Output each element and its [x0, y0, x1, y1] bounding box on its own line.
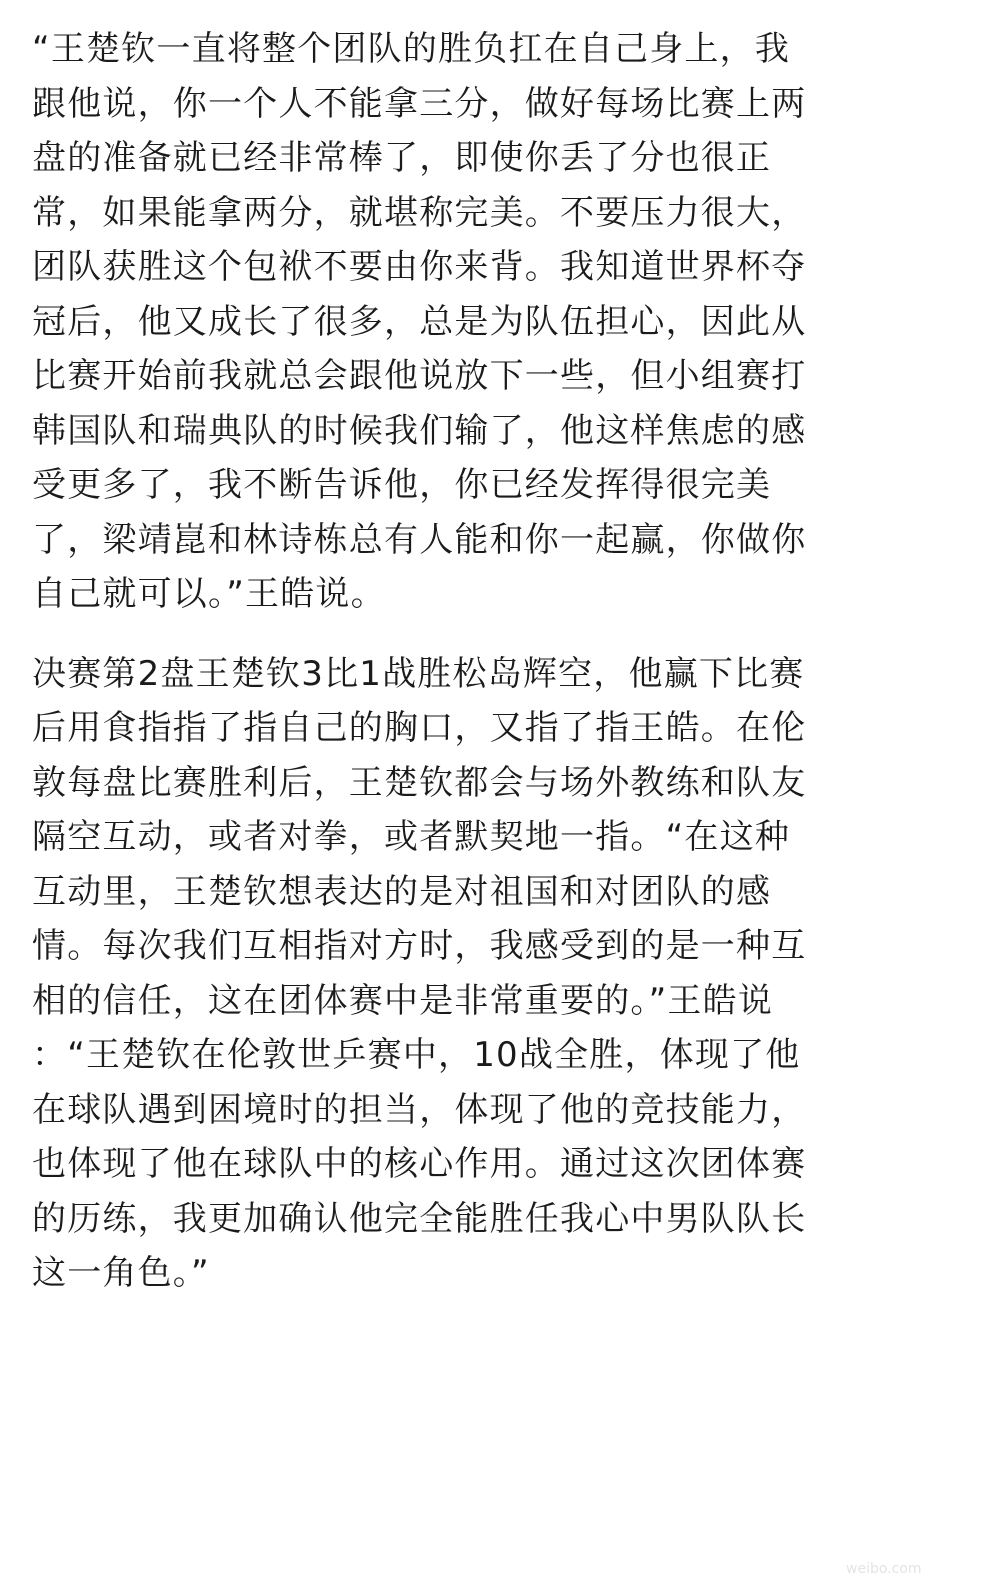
text-line: 互动里，王楚钦想表达的是对祖国和对团队的感: [32, 871, 772, 912]
text-line: 冠后，他又成长了很多，总是为队伍担心，因此从: [32, 301, 807, 342]
text-line: 韩国队和瑞典队的时候我们输了，他这样焦虑的感: [32, 410, 807, 451]
text-line: 盘的准备就已经非常棒了，即使你丢了分也很正: [32, 138, 772, 178]
text-line: 比赛开始前我就总会跟他说放下一些，但小组赛打: [32, 356, 807, 396]
article-body: [32, 22, 972, 1301]
text-line: 的历练，我更加确认他完全能胜任我心中男队队长: [32, 1198, 807, 1239]
text-line: 自己就可以。”王皓说。: [32, 574, 386, 614]
text-line: 也体现了他在球队中的核心作用。通过这次团体赛: [32, 1144, 807, 1184]
text-line: 相的信任，这在团体赛中是非常重要的。”王皓说: [32, 980, 774, 1021]
text-line: 后用食指指了指自己的胸口，又指了指王皓。在伦: [32, 708, 807, 748]
text-line: 敦每盘比赛胜利后，王楚钦都会与场外教练和队友: [32, 762, 807, 803]
paragraph-quote-1: [32, 22, 972, 622]
text-line: 这一角色。”: [32, 1253, 210, 1293]
text-line: 决赛第2盘王楚钦3比1战胜松岛辉空，他赢下比赛: [32, 653, 805, 694]
watermark: weibo.com: [846, 1561, 922, 1577]
text-line: ：“王楚钦在伦敦世乒赛中，10战全胜，体现了他: [32, 1035, 801, 1075]
text-line: 常，如果能拿两分，就堪称完美。不要压力很大，: [32, 192, 807, 233]
text-line: 跟他说，你一个人不能拿三分，做好每场比赛上两: [32, 83, 807, 124]
text-line: 团队获胜这个包袱不要由你来背。我知道世界杯夺: [32, 247, 807, 287]
text-line: “王楚钦一直将整个团队的胜负扛在自己身上，我: [32, 29, 791, 69]
text-line: 隔空互动，或者对拳，或者默契地一指。“在这种: [32, 817, 791, 857]
text-line: 在球队遇到困境时的担当，体现了他的竞技能力，: [32, 1089, 807, 1130]
text-line: 受更多了，我不断告诉他，你已经发挥得很完美: [32, 465, 772, 505]
text-line: 了，梁靖崑和林诗栋总有人能和你一起赢，你做你: [32, 519, 807, 560]
paragraph-final-match: [32, 647, 972, 1301]
text-line: 情。每次我们互相指对方时，我感受到的是一种互: [32, 926, 807, 966]
